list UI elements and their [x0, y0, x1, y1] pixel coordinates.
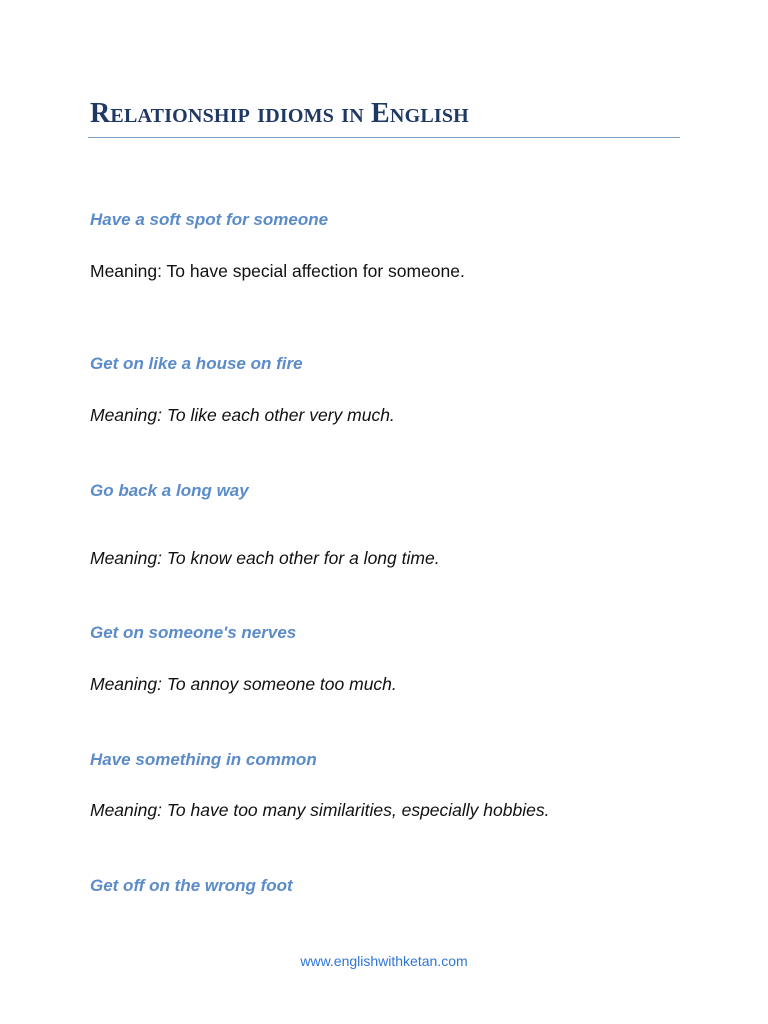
website-link[interactable]: www.englishwithketan.com: [300, 953, 468, 969]
idiom-heading: Have something in common: [90, 750, 317, 769]
title-underline: [88, 137, 680, 138]
idiom-meaning: Meaning: To like each other very much.: [90, 405, 395, 425]
idiom-meaning: Meaning: To know each other for a long time.: [90, 548, 440, 568]
page-title: Relationship idioms in English: [90, 98, 469, 129]
idiom-meaning: Meaning: To have too many similarities, especially hobbies.: [90, 800, 550, 820]
idiom-heading: Get off on the wrong foot: [90, 876, 293, 895]
idiom-meaning: Meaning: To annoy someone too much.: [90, 674, 397, 694]
idiom-heading: Get on like a house on fire: [90, 354, 303, 373]
idiom-heading: Get on someone's nerves: [90, 623, 297, 642]
idiom-heading: Have a soft spot for someone: [90, 210, 329, 229]
idiom-heading: Go back a long way: [90, 481, 249, 500]
idiom-meaning: Meaning: To have special affection for someone.: [90, 261, 465, 281]
